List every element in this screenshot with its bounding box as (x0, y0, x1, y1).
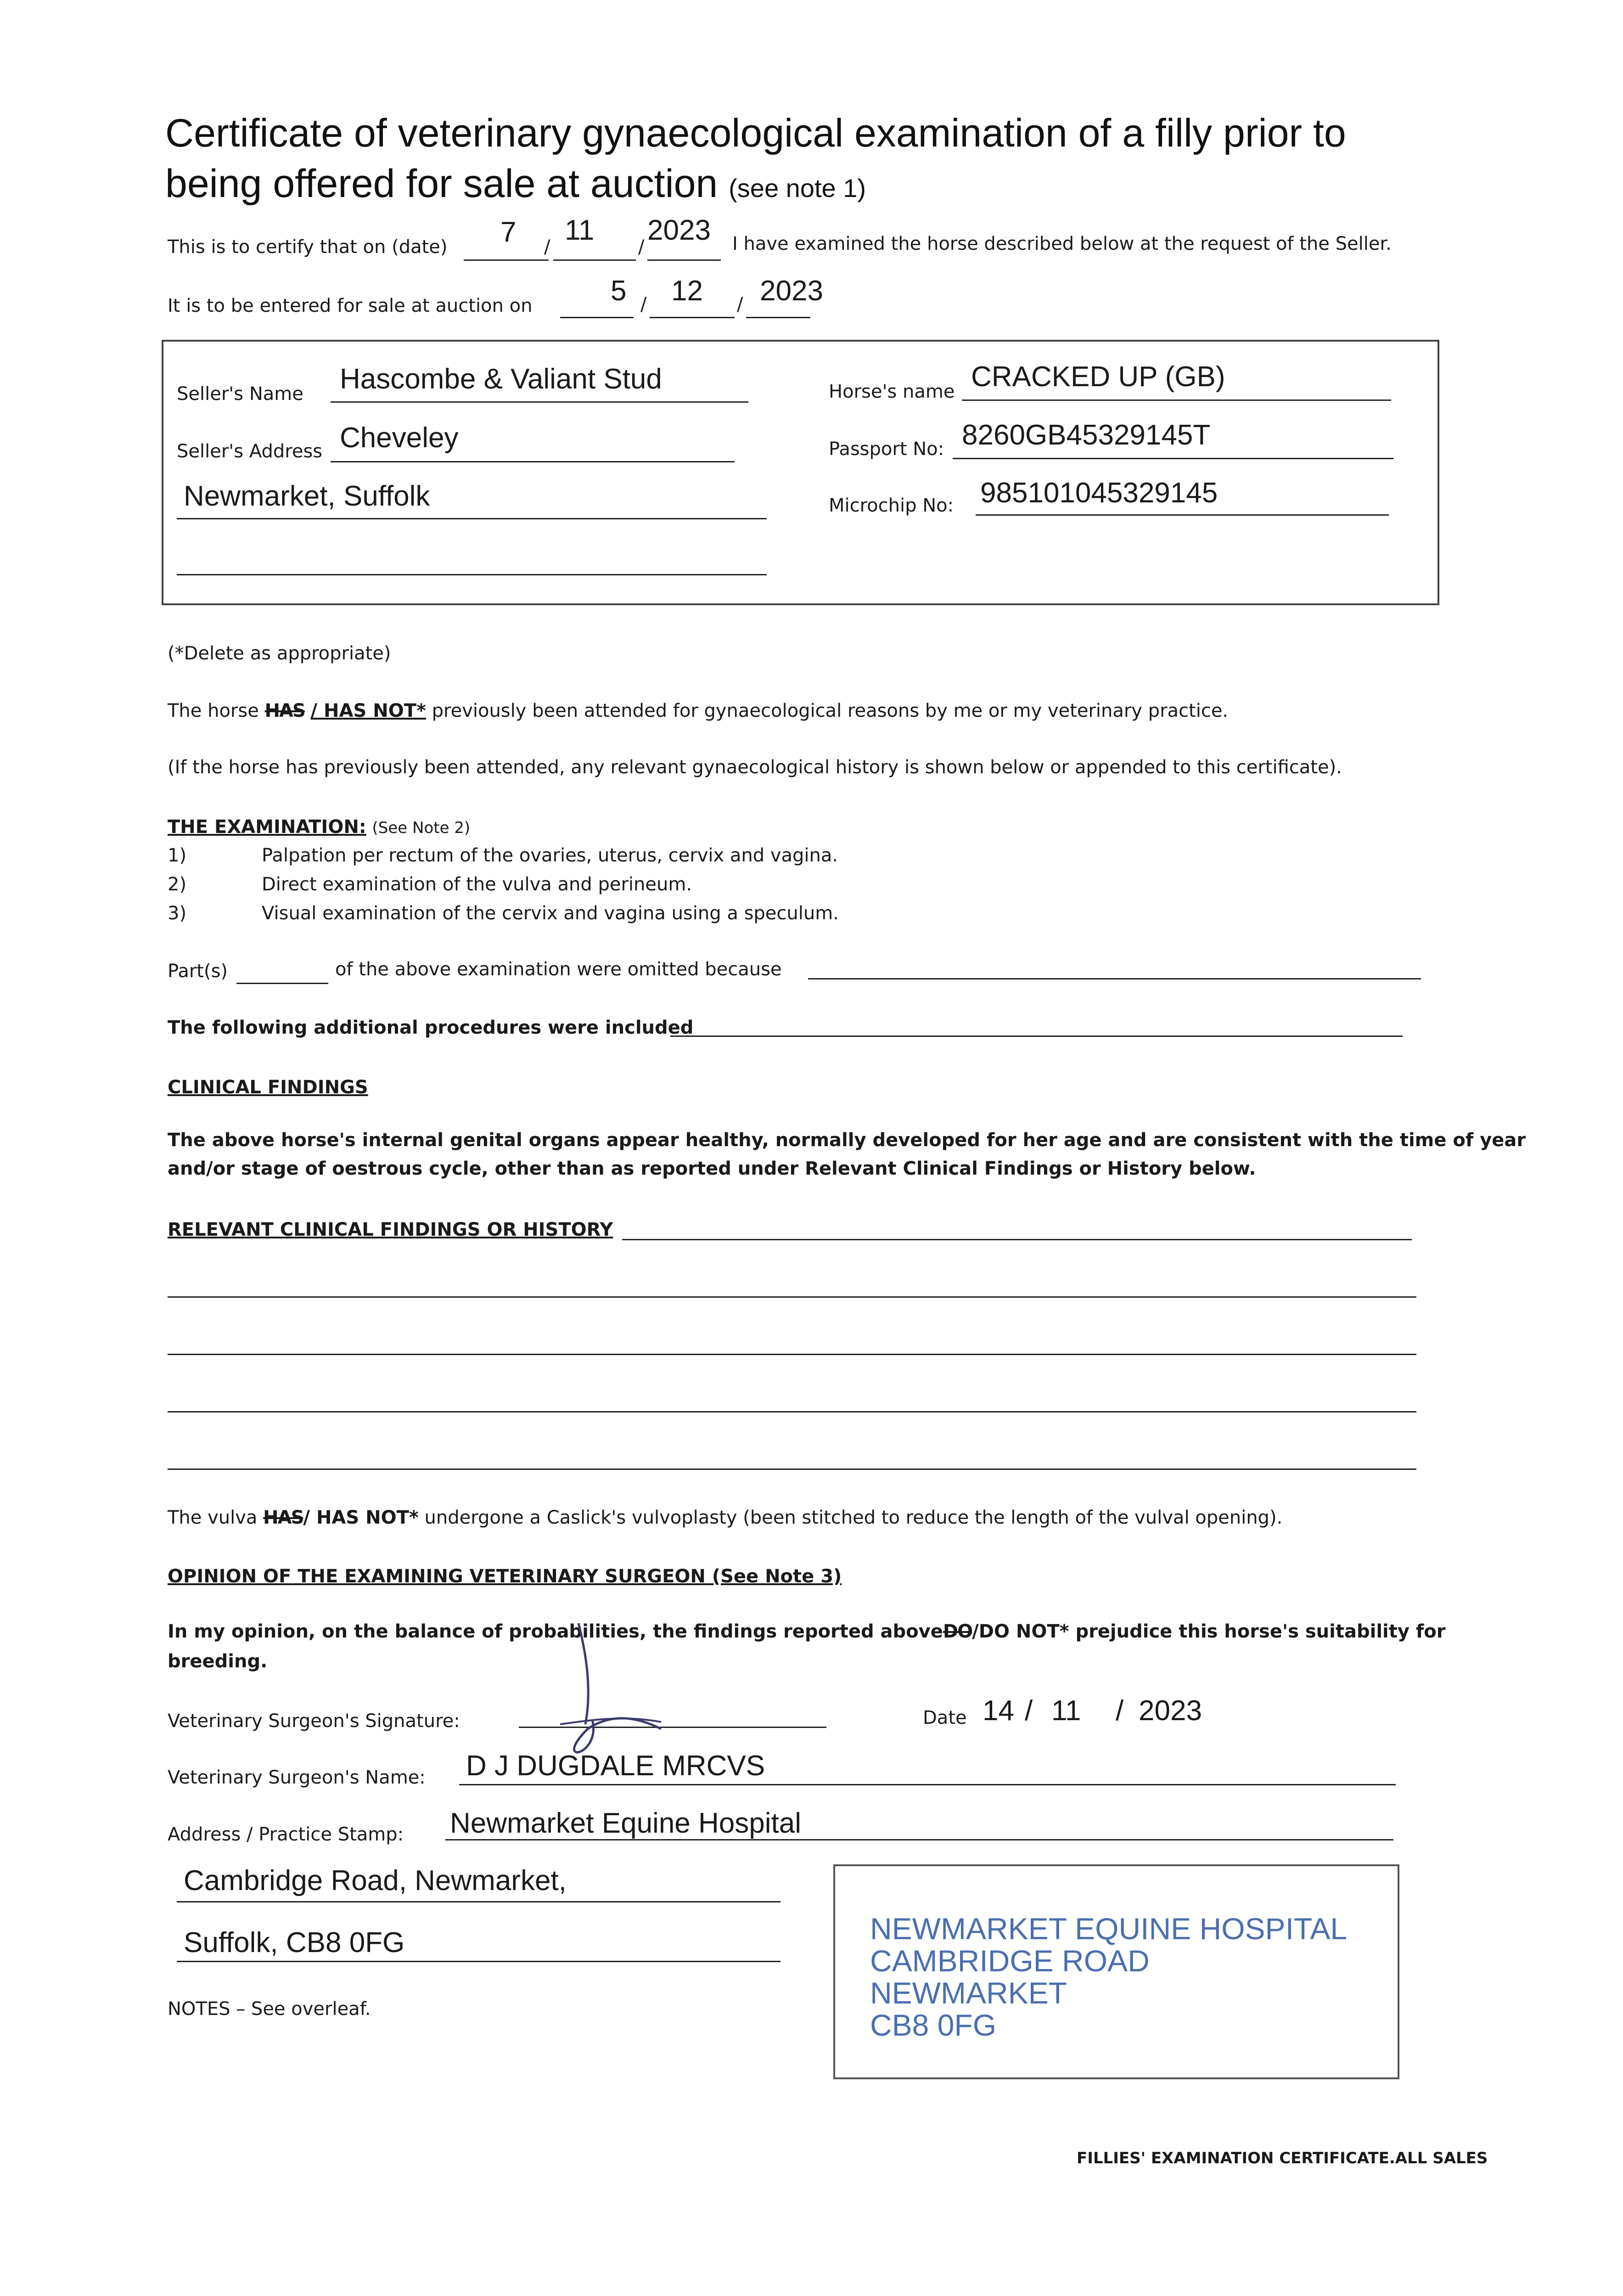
seller-name-label: Seller's Name (177, 383, 303, 405)
exam-item-2-num: 2) (168, 874, 187, 895)
signature-label: Veterinary Surgeon's Signature: (168, 1711, 460, 1732)
exam-item-2-text: Direct examination of the vulva and perineum. (262, 874, 692, 895)
history-note: (If the horse has previously been attended, any relevant gynaecological history is shown below or appended to this certificate). (168, 757, 1342, 778)
microchip-label: Microchip No: (829, 495, 954, 516)
signature-day: 14 (983, 1695, 1014, 1727)
title-note: (see note 1) (729, 174, 866, 203)
footer-label: FILLIES' EXAMINATION CERTIFICATE.ALL SALES (1077, 2149, 1488, 2167)
auction-prefix: It is to be entered for sale at auction on (168, 295, 533, 316)
microchip-number: 985101045329145 (980, 477, 1218, 509)
auction-month: 12 (671, 275, 703, 307)
practice-address-2: Cambridge Road, Newmarket, (184, 1865, 567, 1896)
examination-heading-note: (See Note 2) (372, 819, 471, 837)
seller-address-1: Cheveley (340, 422, 459, 454)
seller-address-label: Seller's Address (177, 441, 323, 462)
exam-item-3-num: 3) (168, 903, 187, 924)
opinion-prefix: In my opinion, on the balance of probabilities, the findings reported above (168, 1621, 943, 1642)
delete-note: (*Delete as appropriate) (168, 643, 391, 664)
certify-prefix: This is to certify that on (date) (168, 236, 448, 258)
relevant-findings-heading: RELEVANT CLINICAL FINDINGS OR HISTORY (168, 1219, 613, 1240)
clinical-text-line1: The above horse's internal genital organs appear healthy, normally developed for her age and are consistent with the time of year (168, 1130, 1526, 1151)
title-line2-text: being offered for sale at auction (165, 162, 718, 206)
address-stamp-label: Address / Practice Stamp: (168, 1824, 404, 1845)
stamp-line4: CB8 0FG (870, 2008, 997, 2042)
clinical-text-line2: and/or stage of oestrous cycle, other than as reported under Relevant Clinical Findings or History below. (168, 1158, 1256, 1179)
exam-year: 2023 (647, 214, 711, 246)
examination-heading-text: THE EXAMINATION: (168, 816, 366, 838)
exam-day: 7 (500, 216, 517, 248)
horse-name-label: Horse's name (829, 381, 955, 402)
stamp-line2: CAMBRIDGE ROAD (870, 1944, 1150, 1978)
opinion-text-line2: breeding. (168, 1651, 268, 1672)
opinion-choice: /DO NOT* prejudice this horse's suitability for (972, 1621, 1446, 1642)
opinion-heading: OPINION OF THE EXAMINING VETERINARY SURGEON (See Note 3) (168, 1566, 842, 1587)
parts-prefix: Part(s) (168, 961, 228, 982)
attended-prefix: The horse (168, 700, 259, 721)
exam-item-1-text: Palpation per rectum of the ovaries, uterus, cervix and vagina. (262, 845, 838, 866)
surgeon-name-label: Veterinary Surgeon's Name: (168, 1767, 426, 1788)
signature-year: 2023 (1139, 1695, 1202, 1727)
signature-month: 11 (1051, 1695, 1081, 1727)
attended-statement (168, 700, 1228, 721)
examination-heading (168, 816, 470, 838)
attended-suffix: previously been attended for gynaecological reasons by me or my veterinary practice. (432, 700, 1229, 721)
horse-name: CRACKED UP (GB) (971, 361, 1225, 393)
seller-name: Hascombe & Valiant Stud (340, 363, 662, 395)
opinion-struck: DO (943, 1621, 972, 1642)
certificate-title-line2 (165, 161, 866, 211)
stamp-line3: NEWMARKET (870, 1976, 1067, 2010)
vulva-statement (168, 1507, 1282, 1528)
seller-address-2: Newmarket, Suffolk (184, 480, 430, 512)
passport-label: Passport No: (829, 439, 944, 460)
parts-middle: of the above examination were omitted because (335, 959, 782, 980)
clinical-findings-heading: CLINICAL FINDINGS (168, 1077, 368, 1098)
attended-choice: / HAS NOT* (310, 700, 426, 721)
exam-item-3-text: Visual examination of the cervix and vagina using a speculum. (262, 903, 839, 924)
auction-day: 5 (611, 275, 627, 307)
signature-date-label: Date (923, 1707, 967, 1728)
additional-procedures-label: The following additional procedures were included (168, 1017, 694, 1038)
vulva-struck: HAS (263, 1507, 303, 1528)
surgeon-name: D J DUGDALE MRCVS (466, 1750, 765, 1782)
notes-label: NOTES – See overleaf. (168, 1998, 371, 2020)
auction-year: 2023 (760, 275, 823, 307)
practice-address-1: Newmarket Equine Hospital (450, 1807, 802, 1839)
certificate-title-line1: Certificate of veterinary gynaecological examination of a filly prior to (165, 111, 1346, 155)
exam-month: 11 (565, 214, 595, 246)
attended-struck: HAS (264, 700, 305, 721)
signature-scribble-icon (523, 1619, 716, 1766)
vulva-choice: / HAS NOT* (303, 1507, 419, 1528)
practice-address-3: Suffolk, CB8 0FG (184, 1927, 405, 1958)
opinion-text-line1 (168, 1621, 1445, 1642)
passport-number: 8260GB45329145T (962, 419, 1211, 451)
vulva-prefix: The vulva (168, 1507, 258, 1528)
certify-suffix: I have examined the horse described below at the request of the Seller. (732, 233, 1392, 254)
stamp-line1: NEWMARKET EQUINE HOSPITAL (870, 1912, 1348, 1946)
vulva-suffix: undergone a Caslick's vulvoplasty (been stitched to reduce the length of the vulval opening). (424, 1507, 1283, 1528)
exam-item-1-num: 1) (168, 845, 187, 866)
